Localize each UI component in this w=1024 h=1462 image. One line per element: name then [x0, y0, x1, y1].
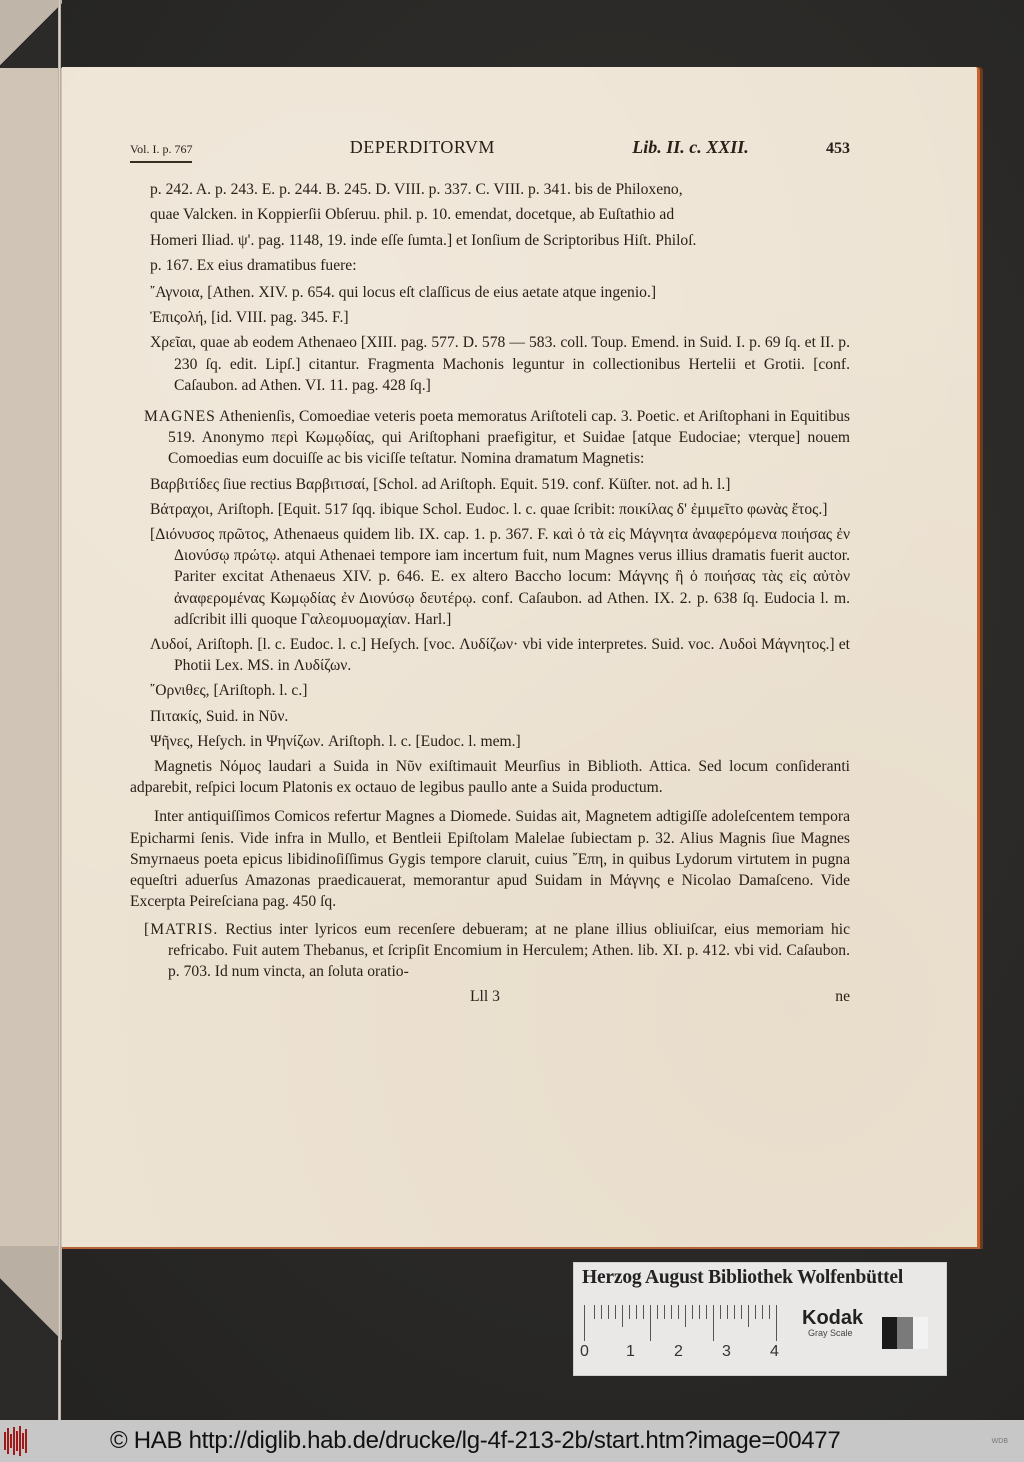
facing-page-edge: [0, 0, 62, 1420]
note-diomede: Inter antiquiſſimos Comicos refertur Magnes a Diomede. Suidas ait, Magnetem adtigiſſe adoleſcentem tempora Epicharmi ſenis. Vide infra in Mullo, et Bentleii Epiſtolam Malelae ſubiectam p. 32. Alius Magnis ſiue Magnes Smyrnaeus poeta epicus libidinoſiſſimus Gygis tempore claruit, cuius ῎Επη, in quibus Lydorum virtutem in pugna equeſtri aduerſus Amazonas praedicauerat, memorantur apud Suidam in Μάγνης e Nicolao Damaſceno. Vide Excerpta Peireſciana pag. 450 ſq.: [130, 808, 850, 911]
text-line: p. 167. Ex eius dramatibus fuere:: [150, 256, 357, 274]
gray-patch-black: [882, 1317, 897, 1349]
drama-entry: Χρεῖαι, quae ab eodem Athenaeo [XIII. pag. 577. D. 578 — 583. coll. Toup. Emend. in Suid. I. p. 69 ſq. et II. p. 230 ſq. edit. Lipſ.] citantur. Fragmenta Machonis leguntur in collectionibus Hertelii et Grotii. [conf. Caſaubon. ad Athen. VI. 11. pag. 428 ſq.]: [150, 334, 850, 394]
text-line: p. 242. A. p. 243. E. p. 244. B. 245. D. VIII. p. 337. C. VIII. p. 341. bis de Philoxeno,: [150, 181, 683, 199]
viewer-footer-bar: [0, 1420, 1024, 1462]
page-number: 453: [825, 140, 850, 157]
machon-drama-list: [130, 282, 850, 396]
ruler-number: 3: [722, 1343, 731, 1360]
matris-heading: [MATRIS.: [144, 920, 219, 938]
drama-entry: Βαρβιτίδες ſiue rectius Βαρβιτισαί, [Schol. ad Ariſtoph. Equit. 519. conf. Küſter. not. ad h. l.]: [150, 475, 731, 493]
volume-reference: Vol. I. p. 767: [130, 139, 192, 163]
gray-scale-patches: [882, 1317, 928, 1349]
drama-entry: Βάτραχοι, Ariſtoph. [Equit. 517 ſqq. ibique Schol. Eudoc. l. c. quae ſcribit: ποικίλας δ' ἐμιμεῖτο φωνὰς ἔτος.]: [150, 500, 828, 518]
drama-entry: ῎Ορνιθες, [Ariſtoph. l. c.]: [150, 682, 308, 700]
signature-mark: Lll 3: [470, 988, 500, 1006]
fold-shadow-top: [0, 0, 62, 68]
copyright-url-link[interactable]: © HAB http://diglib.hab.de/drucke/lg-4f-213-2b/start.htm?image=00477: [110, 1427, 841, 1454]
page-footer-line: [130, 986, 850, 1007]
library-name: Herzog August Bibliothek Wolfenbüttel: [582, 1267, 904, 1288]
drama-entry: Πιτακίς, Suid. in Νῦν.: [150, 707, 289, 725]
magnes-drama-list: [130, 474, 850, 752]
text-line: Homeri Iliad. ψ'. pag. 1148, 19. inde eſſe ſumta.] et Ionſium de Scriptoribus Hiſt. Philoſ.: [150, 231, 697, 249]
text-line: quae Valcken. in Koppierſii Obſeruu. phil. p. 10. emendat, docetque, ab Euſtathio ad: [150, 206, 675, 224]
book-chapter: Lib. II. c. XXII.: [632, 137, 749, 157]
drama-entry: Ψῆνες, Heſych. in Ψηνίζων. Ariſtoph. l. c. [Eudoc. l. mem.]: [150, 732, 521, 750]
magnes-heading: MAGNES: [144, 408, 216, 426]
note-nomos: Magnetis Νόμος laudari a Suida in Νῦν exiſtimauit Meurſius in Biblioth. Attica. Sed locum conſideranti adparebit, reſpici locum Platonis ex octauo de legibus paullo ante a Suida productum.: [130, 758, 850, 797]
gray-patch-white: [913, 1317, 928, 1349]
matris-text: Rectius inter lyricos eum recenſere debueram; at ne plane illius obliuiſcar, eius memoriam hic refricabo. Fuit autem Thebanus, et ſcripſit Encomium in Herculem; Athen. lib. XI. p. 412. vbi vid. Caſaubon. p. 703. Id num vincta, an ſoluta oratio-: [168, 920, 851, 980]
ruler-number: 1: [626, 1343, 635, 1360]
drama-entry: Λυδοί, Ariſtoph. [l. c. Eudoc. l. c.] Heſych. [voc. Λυδίζων· vbi vide interpretes. Suid. voc. Λυδοὶ Μάγνητος.] et Photii Lex. MS. in Λυδίζων.: [150, 636, 850, 675]
page-text: [130, 137, 850, 1007]
drama-entry: Ἐπιςολή, [id. VIII. pag. 345. F.]: [150, 309, 349, 327]
fold-shadow-bottom: [0, 1246, 62, 1420]
hab-barcode-logo-icon: [4, 1426, 28, 1456]
book-page: [62, 67, 980, 1249]
running-header: [130, 137, 850, 163]
ruler-scale: [582, 1305, 778, 1365]
magnes-article: [130, 406, 850, 470]
corner-mark: WDB: [991, 1437, 1008, 1445]
matris-article: [130, 919, 850, 983]
running-title: DEPERDITORVM: [349, 137, 495, 157]
ruler-number: 2: [674, 1343, 683, 1360]
kodak-logo: [802, 1307, 863, 1338]
continued-paragraph: [130, 179, 850, 276]
brand-subtitle: Gray Scale: [808, 1328, 853, 1338]
catchword: ne: [835, 988, 850, 1006]
page-crease: [58, 0, 61, 1420]
magnes-intro: Athenienſis, Comoediae veteris poeta memoratus Ariſtoteli cap. 3. Poetic. et Ariſtophani in Equitibus 519. Anonymo περὶ Κωμῳδίας, qui Ariſtophani praefigitur, et Suidae [atque Eudociae; vterque] nouem Comoedias eum docuiſſe ac bis viciſſe teſtatur. Nomina dramatum Magnetis:: [168, 408, 850, 468]
drama-entry: [Διόνυσος πρῶτος, Athenaeus quidem lib. IX. cap. 1. p. 367. F. καὶ ὁ τὰ εἰς Μάγνητα ἀναφερόμενα ποιήσας ἐν Διονύσῳ πρώτῳ. atqui Athenaei tempore iam incertum fuit, num Magnes verus illius dramatis fuerit auctor. Pariter excitat Athenaeus XIV. p. 646. E. ex altero Baccho locum: Μάγνης ἢ ὁ ποιήσας τὰς εἰς αὐτὸν ἀναφερομένας Κωμῳδίας ἐν Διονύσῳ δευτέρῳ. conf. Caſaubon. ad Athen. IX. 2. p. 638 ſq. Eudocia l. m. adſcribit illi quoque Γαλεομυομαχίαν. Harl.]: [150, 526, 850, 628]
ruler-number: 0: [580, 1343, 589, 1360]
ruler-number: 4: [770, 1343, 779, 1360]
drama-entry: ῎Αγνοια, [Athen. XIV. p. 654. qui locus eſt claſſicus de eius aetate atque ingenio.]: [150, 284, 657, 302]
gray-patch-mid: [897, 1317, 912, 1349]
brand-name: Kodak: [802, 1307, 864, 1329]
scan-calibration-label: [573, 1262, 947, 1376]
